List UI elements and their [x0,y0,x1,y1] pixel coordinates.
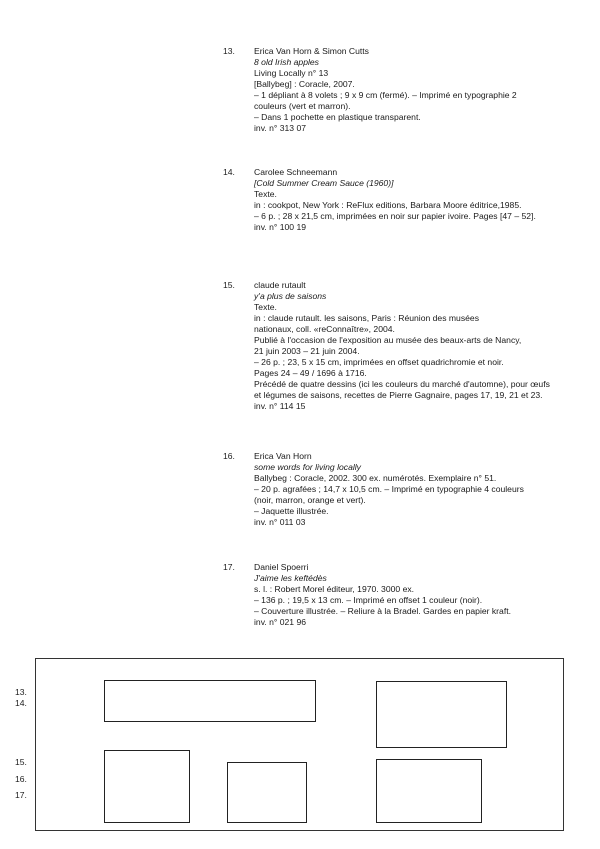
entry-line: nationaux, coll. «reConnaître», 2004. [254,324,395,334]
entry-inventory: inv. n° 100 19 [254,222,307,232]
entry-body [254,562,574,628]
entry-line: Ballybeg : Coracle, 2002. 300 ex. numérotés. Exemplaire n° 51. [254,473,497,483]
entry-line: [Ballybeg] : Coracle, 2007. [254,79,355,89]
entry-author: claude rutault [254,280,306,290]
entry-number: 16. [223,451,235,461]
entry-line: 21 juin 2003 – 21 juin 2004. [254,346,360,356]
entry-title: 8 old Irish apples [254,57,319,67]
entry-title: y'a plus de saisons [254,291,327,301]
entry-author: Carolee Schneemann [254,167,338,177]
entry-line: – Jaquette illustrée. [254,506,329,516]
entry-line: – Dans 1 pochette en plastique transparent. [254,112,421,122]
entry-line: (noir, marron, orange et vert). [254,495,366,505]
plan-frame-wide [104,680,316,722]
entry-inventory: inv. n° 313 07 [254,123,307,133]
plan-frame-left-bottom [104,750,190,823]
entry-number: 15. [223,280,235,290]
entry-title: some words for living locally [254,462,361,472]
entry-line: Publié à l'occasion de l'exposition au musée des beaux-arts de Nancy, [254,335,522,345]
plan-label-16: 16. [15,774,27,784]
entry-inventory: inv. n° 011 03 [254,517,306,527]
entry-inventory: inv. n° 114 15 [254,401,306,411]
plan-label-17: 17. [15,790,27,800]
entry-body [254,46,574,134]
entry-number: 14. [223,167,235,177]
entry-line: Living Locally n° 13 [254,68,329,78]
entry-inventory: inv. n° 021 96 [254,617,307,627]
entry-line: Texte. [254,302,277,312]
entry-line: s. l. : Robert Morel éditeur, 1970. 3000 ex. [254,584,415,594]
entry-line: – 1 dépliant à 8 volets ; 9 x 9 cm (fermé). – Imprimé en typographie 2 [254,90,517,100]
entry-line: – Couverture illustrée. – Reliure à la Bradel. Gardes en papier kraft. [254,606,511,616]
entry-line: – 20 p. agrafées ; 14,7 x 10,5 cm. – Imprimé en typographie 4 couleurs [254,484,524,494]
entry-number: 13. [223,46,235,56]
entry-title: J'aime les keftédès [254,573,327,583]
plan-frame-right-bottom [376,759,482,823]
entry-number: 17. [223,562,235,572]
entry-line: Pages 24 – 49 / 1696 à 1716. [254,368,367,378]
plan-label-15: 15. [15,757,27,767]
entry-author: Erica Van Horn & Simon Cutts [254,46,369,56]
plan-label-13: 13. [15,687,27,697]
entry-title: [Cold Summer Cream Sauce (1960)] [254,178,394,188]
entry-body [254,280,574,412]
entry-body [254,451,574,528]
plan-label-14: 14. [15,698,27,708]
entry-author: Daniel Spoerri [254,562,309,572]
entry-line: – 26 p. ; 23, 5 x 15 cm, imprimées en offset quadrichromie et noir. [254,357,504,367]
entry-line: couleurs (vert et marron). [254,101,351,111]
entry-line: Précédé de quatre dessins (ici les couleurs du marché d'automne), pour œufs [254,379,550,389]
entry-line: Texte. [254,189,277,199]
entry-line: in : cookpot, New York : ReFlux editions, Barbara Moore éditrice,1985. [254,200,522,210]
entry-line: – 6 p. ; 28 x 21,5 cm, imprimées en noir sur papier ivoire. Pages [47 – 52]. [254,211,536,221]
entry-author: Erica Van Horn [254,451,312,461]
entry-line: – 136 p. ; 19,5 x 13 cm. – Imprimé en offset 1 couleur (noir). [254,595,483,605]
entry-body [254,167,574,233]
entry-line: in : claude rutault. les saisons, Paris : Réunion des musées [254,313,479,323]
entry-line: et légumes de saisons, recettes de Pierre Gagnaire, pages 17, 19, 21 et 23. [254,390,543,400]
plan-frame-center-bottom [227,762,307,823]
plan-frame-right-top [376,681,507,748]
